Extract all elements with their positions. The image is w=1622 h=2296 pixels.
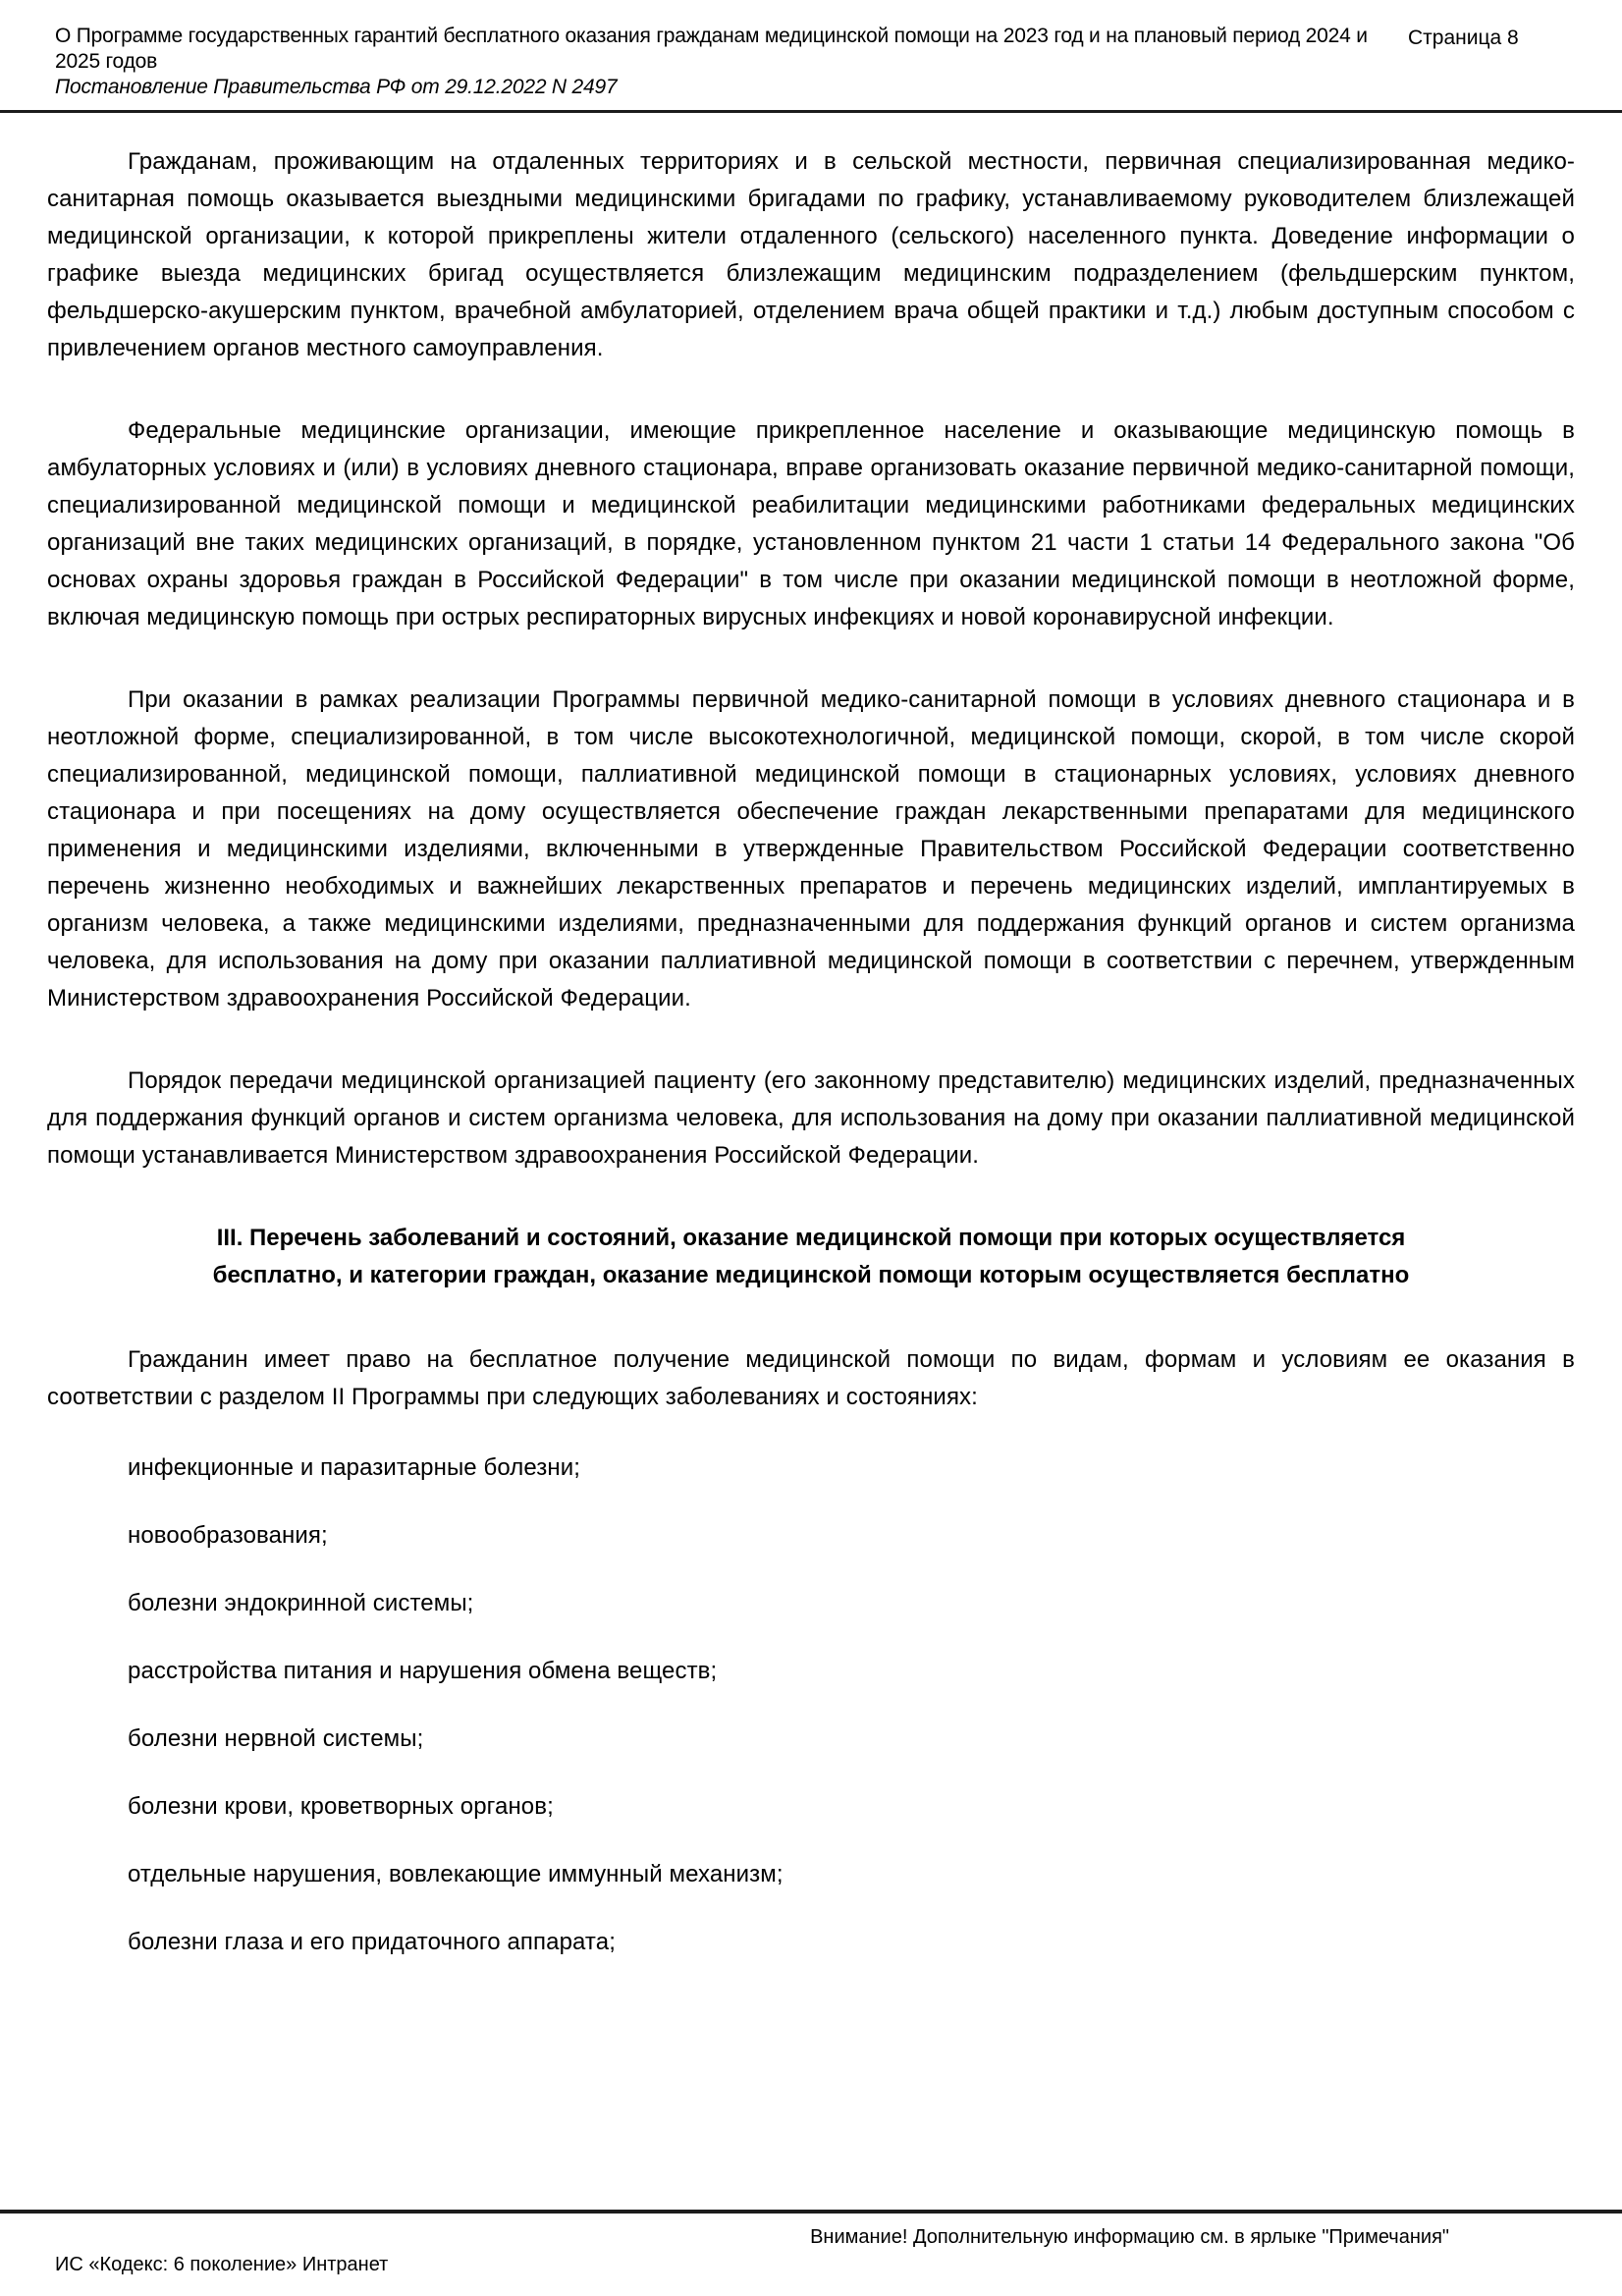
header-doc-ref: Постановление Правительства РФ от 29.12.2022 N 2497 bbox=[55, 76, 618, 98]
list-item-neoplasms: новообразования; bbox=[128, 1522, 328, 1549]
section-heading: III. Перечень заболеваний и состояний, оказание медицинской помощи при которых осуществляется бесплатно, и категории граждан, оказание медицинской помощи которым осуществляется бесплатно bbox=[212, 1225, 1410, 1288]
header-title: О Программе государственных гарантий бесплатного оказания гражданам медицинской помощи на 2023 год и на плановый период 2024 и 2025 годов bbox=[55, 25, 1368, 73]
list-item-infectious: инфекционные и паразитарные болезни; bbox=[128, 1454, 581, 1481]
list-item-endocrine: болезни эндокринной системы; bbox=[128, 1590, 474, 1616]
list-item-eye: болезни глаза и его придаточного аппарата; bbox=[128, 1929, 616, 1955]
document-footer bbox=[0, 2210, 1622, 2296]
document-header bbox=[55, 24, 1376, 100]
page-number-label: Страница 8 bbox=[1408, 27, 1519, 49]
list-item-nutrition: расстройства питания и нарушения обмена веществ; bbox=[128, 1658, 718, 1684]
list-item-immune: отдельные нарушения, вовлекающие иммунный механизм; bbox=[128, 1861, 784, 1887]
footer-notice: Внимание! Дополнительную информацию см. в ярлыке "Примечания" bbox=[810, 2226, 1449, 2248]
paragraph-transfer-procedure: Порядок передачи медицинской организацией пациенту (его законному представителю) медицинских изделий, предназначенных для поддержания функций органов и систем организма человека, для использования на дому при оказании паллиативной медицинской помощи устанавливается Министерством здравоохранения Российской Федерации. bbox=[47, 1067, 1575, 1169]
paragraph-federal-organizations: Федеральные медицинские организации, имеющие прикрепленное население и оказывающие медицинскую помощь в амбулаторных условиях и (или) в условиях дневного стационара, вправе организовать оказание первичной медико-санитарной помощи, специализированной медицинской помощи и медицинской реабилитации медицинскими работниками федеральных медицинских организаций вне таких медицинских организаций, в порядке, установленном пунктом 21 части 1 статьи 14 Федерального закона "Об основах охраны здоровья граждан в Российской Федерации" в том числе при оказании медицинской помощи в неотложной форме, включая медицинскую помощь при острых респираторных вирусных инфекциях и новой коронавирусной инфекции. bbox=[47, 417, 1575, 630]
footer-system-label: ИС «Кодекс: 6 поколение» Интранет bbox=[55, 2254, 389, 2275]
intro-paragraph: Гражданин имеет право на бесплатное получение медицинской помощи по видам, формам и условиям ее оказания в соответствии с разделом II Программы при следующих заболеваниях и состояниях: bbox=[47, 1346, 1575, 1410]
document-body bbox=[47, 143, 1575, 1992]
footer-divider bbox=[0, 2210, 1622, 2214]
list-item-nervous-system: болезни нервной системы; bbox=[128, 1725, 424, 1752]
header-divider bbox=[0, 110, 1622, 113]
paragraph-program-provision: При оказании в рамках реализации Программы первичной медико-санитарной помощи в условиях дневного стационара и в неотложной форме, специализированной, в том числе высокотехнологичной, медицинской помощи, скорой, в том числе скорой специализированной, медицинской помощи, паллиативной медицинской помощи в стационарных условиях, условиях дневного стационара и при посещениях на дому осуществляется обеспечение граждан лекарственными препаратами для медицинского применения и медицинскими изделиями, включенными в утвержденные Правительством Российской Федерации соответственно перечень жизненно необходимых и важнейших лекарственных препаратов и перечень медицинских изделий, имплантируемых в организм человека, а также медицинскими изделиями, предназначенными для поддержания функций органов и систем организма человека, для использования на дому при оказании паллиативной медицинской помощи в соответствии с перечнем, утвержденным Министерством здравоохранения Российской Федерации. bbox=[47, 686, 1575, 1011]
list-item-blood: болезни крови, кроветворных органов; bbox=[128, 1793, 554, 1820]
paragraph-remote-territories: Гражданам, проживающим на отдаленных территориях и в сельской местности, первичная специализированная медико-санитарная помощь оказывается выездными медицинскими бригадами по графику, устанавливаемому руководителем близлежащей медицинской организации, к которой прикреплены жители отдаленного (сельского) населенного пункта. Доведение информации о графике выезда медицинских бригад осуществляется близлежащим медицинским подразделением (фельдшерским пунктом, фельдшерско-акушерским пунктом, врачебной амбулаторией, отделением врача общей практики и т.д.) любым доступным способом с привлечением органов местного самоуправления. bbox=[47, 148, 1575, 361]
